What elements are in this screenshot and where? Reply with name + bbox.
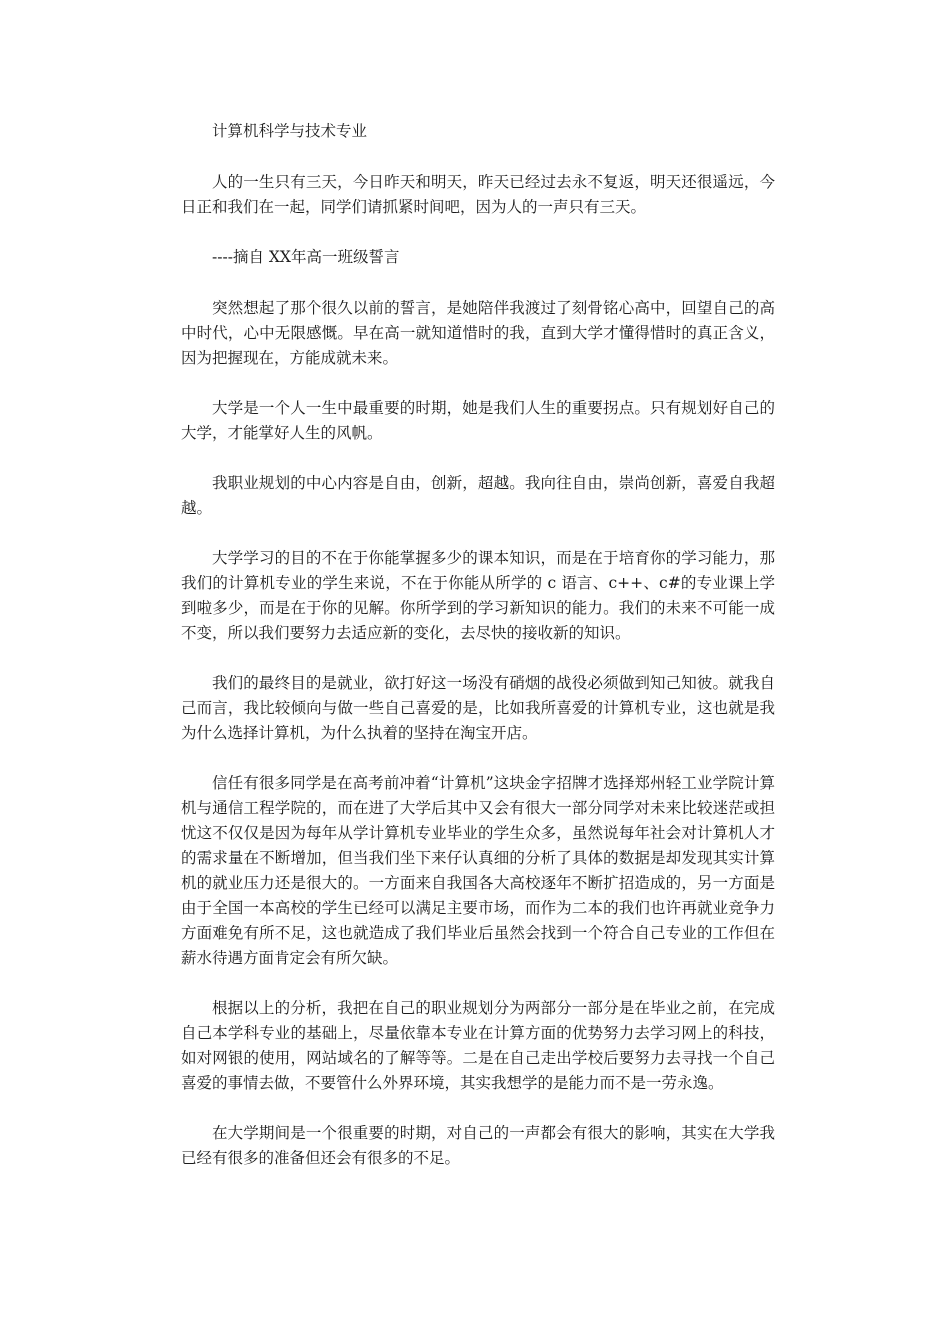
paragraph-conclusion: 在大学期间是一个很重要的时期，对自己的一声都会有很大的影响，其实在大学我已经有很多的准备但还会有很多的不足。 xyxy=(181,1124,775,1167)
paragraph-university-importance: 大学是一个人一生中最重要的时期，她是我们人生的重要拐点。只有规划好自己的大学，才能掌好人生的风帆。 xyxy=(181,399,775,442)
paragraph-career-core: 我职业规划的中心内容是自由，创新，超越。我向往自由，崇尚创新，喜爱自我超越。 xyxy=(181,474,775,517)
paragraph-learning-purpose: 大学学习的目的不在于你能掌握多少的课本知识，而是在于培育你的学习能力，那我们的计算机专业的学生来说，不在于你能从所学的 c 语言、c++、c#的专业课上学到啦多少，而是在于你的见解。你所学到的学习新知识的能力。我们的未来不可能一成不变，所以我们要努力去适应新的变化，去尽快的接收新的知识。 xyxy=(181,549,775,642)
paragraph-employment-goal: 我们的最终目的是就业，欲打好这一场没有硝烟的战役必须做到知己知彼。就我自己而言，我比较倾向与做一些自己喜爱的是，比如我所喜爱的计算机专业，这也就是我为什么选择计算机，为什么执着的坚持在淘宝开店。 xyxy=(181,674,775,742)
paragraph-motto: 人的一生只有三天，今日昨天和明天，昨天已经过去永不复返，明天还很遥远，今日正和我们在一起，同学们请抓紧时间吧，因为人的一声只有三天。 xyxy=(181,173,775,216)
paragraph-career-plan: 根据以上的分析，我把在自己的职业规划分为两部分一部分是在毕业之前，在完成自己本学科专业的基础上，尽量依靠本专业在计算方面的优势努力去学习网上的科技，如对网银的使用，网站域名的了解等等。二是在自己走出学校后要努力去寻找一个自己喜爱的事情去做，不要管什么外界环境，其实我想学的是能力而不是一劳永逸。 xyxy=(181,999,775,1092)
document-page xyxy=(181,119,775,1171)
paragraph-motto-source: ----摘自 XX年高一班级誓言 xyxy=(212,248,400,266)
paragraph-job-market: 信任有很多同学是在高考前冲着“计算机”这块金字招牌才选择郑州轻工业学院计算机与通信工程学院的，而在进了大学后其中又会有很大一部分同学对未来比较迷茫或担忧这不仅仅是因为每年从学计算机专业毕业的学生众多，虽然说每年社会对计算机人才的需求量在不断增加，但当我们坐下来仔认真细的分析了具体的数据是却发现其实计算机的就业压力还是很大的。一方面来自我国各大高校逐年不断扩招造成的，另一方面是由于全国一本高校的学生已经可以满足主要市场，而作为二本的我们也许再就业竞争力方面难免有所不足，这也就造成了我们毕业后虽然会找到一个符合自己专业的工作但在薪水待遇方面肯定会有所欠缺。 xyxy=(181,774,775,967)
paragraph-reflection: 突然想起了那个很久以前的誓言，是她陪伴我渡过了刻骨铭心高中，回望自己的高中时代，心中无限感慨。早在高一就知道惜时的我，直到大学才懂得惜时的真正含义，因为把握现在，方能成就未来。 xyxy=(181,299,775,367)
document-title: 计算机科学与技术专业 xyxy=(212,122,368,140)
